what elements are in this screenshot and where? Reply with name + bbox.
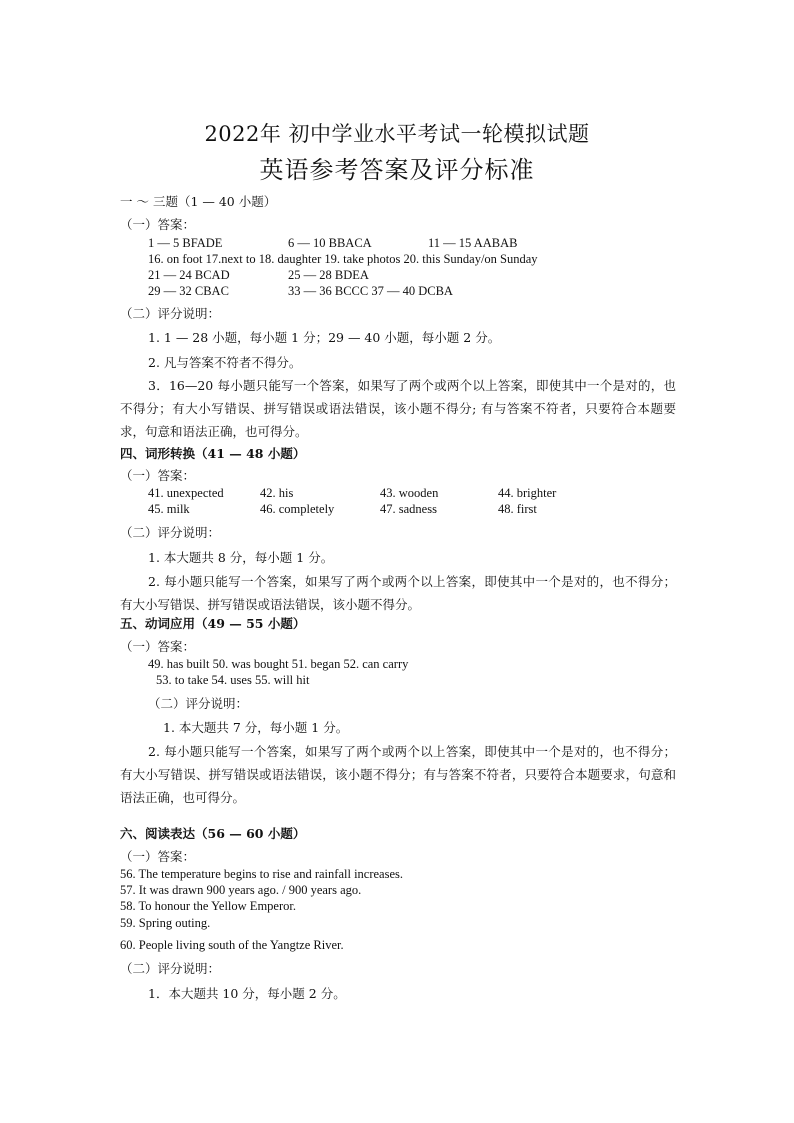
rule-item: 1．本大题共 10 分，每小题 2 分。 xyxy=(148,986,346,1001)
answer-item: 43. wooden xyxy=(380,486,439,500)
answer-row: 29 — 32 CBAC xyxy=(148,284,229,298)
answer-line: 57. It was drawn 900 years ago. / 900 years ago. xyxy=(120,883,362,897)
answer-row: 11 — 15 AABAB xyxy=(428,236,518,250)
answer-line: 58. To honour the Yellow Emperor. xyxy=(120,899,296,913)
answer-line: 56. The temperature begins to rise and rainfall increases. xyxy=(120,867,403,881)
answer-item: 45. milk xyxy=(148,502,190,516)
answer-item: 47. sadness xyxy=(380,502,437,516)
rule-item: 2. 凡与答案不符者不得分。 xyxy=(148,355,302,370)
answer-row: 21 — 24 BCAD xyxy=(148,268,230,282)
rule-paragraph: 2. 每小题只能写一个答案，如果写了两个或两个以上答案，即使其中一个是对的，也不得分；有大小写错误、拼写错误或语法错误，该小题不得分。 xyxy=(120,574,676,612)
section-1-3-answer-label: （一）答案： xyxy=(120,217,196,232)
answer-row: 53. to take 54. uses 55. will hit xyxy=(156,673,310,687)
exam-title: 2022年 初中学业水平考试一轮模拟试题 xyxy=(204,122,590,146)
section-6-rule-label: （二）评分说明： xyxy=(120,961,221,976)
answer-item: 46. completely xyxy=(260,502,335,516)
section-5-answer-label: （一）答案： xyxy=(120,639,196,654)
answer-item: 42. his xyxy=(260,486,294,500)
rule-paragraph: 3．16—20 每小题只能写一个答案，如果写了两个或两个以上答案，即使其中一个是对的，也不得分；有大小写错误、拼写错误或语法错误，该小题不得分; 有与答案不符者，只要符合本题要求，句意和语法正确，也可得分。 xyxy=(120,378,676,439)
section-6-heading: 六、阅读表达（56 — 60 小题） xyxy=(120,826,306,841)
section-4-rule-label: （二）评分说明： xyxy=(120,525,221,540)
section-5-rule-label: （二）评分说明： xyxy=(148,696,249,711)
rule-item: 1. 本大题共 7 分，每小题 1 分。 xyxy=(163,720,349,735)
section-1-3-heading: 一 ～ 三题（1 — 40 小题） xyxy=(120,194,277,209)
section-6-answer-label: （一）答案： xyxy=(120,849,196,864)
section-4-answer-label: （一）答案： xyxy=(120,468,196,483)
answer-line: 59. Spring outing. xyxy=(120,916,211,930)
answer-row: 16. on foot 17.next to 18. daughter 19. take photos 20. this Sunday/on Sunday xyxy=(148,252,538,266)
section-1-3-rule-label: （二）评分说明： xyxy=(120,306,221,321)
rule-item: 1. 本大题共 8 分，每小题 1 分。 xyxy=(148,550,334,565)
answer-row: 25 — 28 BDEA xyxy=(288,268,369,282)
answer-item: 48. first xyxy=(498,502,537,516)
answer-row: 6 — 10 BBACA xyxy=(288,236,372,250)
rule-paragraph: 2. 每小题只能写一个答案，如果写了两个或两个以上答案，即使其中一个是对的，也不得分；有大小写错误、拼写错误或语法错误，该小题不得分；有与答案不符者，只要符合本题要求，句意和语法正确，也可得分。 xyxy=(120,744,676,805)
answer-line: 60. People living south of the Yangtze River. xyxy=(120,938,344,952)
answer-key-title: 英语参考答案及评分标准 xyxy=(259,156,535,184)
answer-row: 1 — 5 BFADE xyxy=(148,236,223,250)
answer-row: 33 — 36 BCCC 37 — 40 DCBA xyxy=(288,284,453,298)
section-5-heading: 五、动词应用（49 — 55 小题） xyxy=(120,616,306,631)
section-4-heading: 四、词形转换（41 — 48 小题） xyxy=(120,446,306,461)
answer-item: 44. brighter xyxy=(498,486,557,500)
answer-row: 49. has built 50. was bought 51. began 52. can carry xyxy=(148,657,409,671)
rule-item: 1. 1 — 28 小题，每小题 1 分；29 — 40 小题，每小题 2 分。 xyxy=(148,330,501,345)
answer-item: 41. unexpected xyxy=(148,486,224,500)
